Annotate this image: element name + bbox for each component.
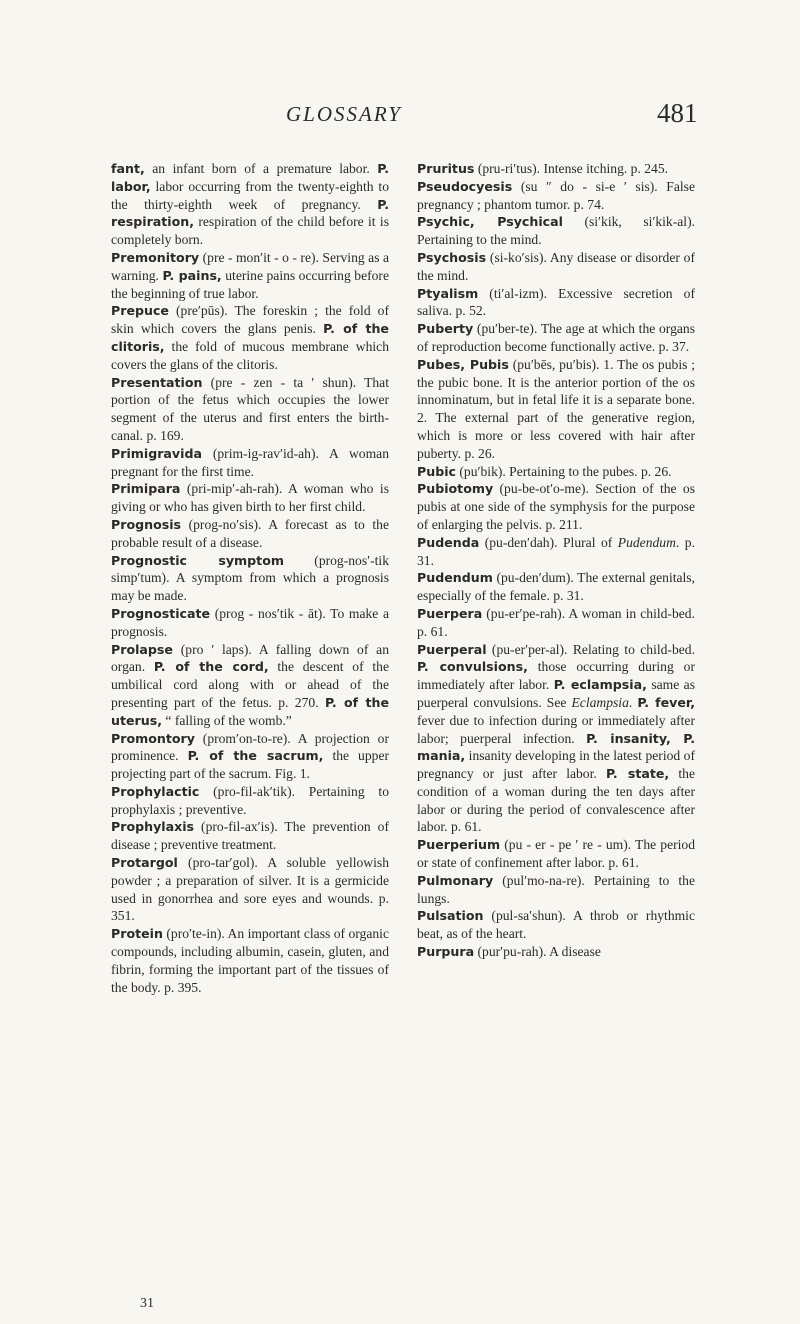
entry-term: Purpura — [417, 944, 475, 960]
definition-text: same as puerperal convulsions. See — [417, 677, 695, 710]
definition-text: (pro-fil-ak′tik). Pertaining to prophylaxis ; preventive. — [111, 783, 389, 817]
sub-term: P. insanity, P. mania, — [417, 730, 695, 764]
definition-text: (pu - er - pe ′ re - um). The period or state of confinement after labor. p. 61. — [417, 837, 695, 871]
sub-term: P. eclampsia, — [553, 677, 647, 693]
glossary-entry — [417, 213, 695, 249]
sub-term: P. of the uterus, — [111, 694, 389, 728]
glossary-entry — [111, 160, 389, 249]
glossary-entry — [417, 641, 695, 837]
glossary-entry — [417, 320, 695, 356]
definition-text: (pro-tar′gol). A soluble yellowish powder ; a preparation of silver. It is a germicide used in gonorrhea and sore eyes and wounds. p. 351. — [111, 855, 389, 924]
glossary-entry — [417, 569, 695, 605]
entry-term: Psychic, Psychical — [417, 214, 563, 230]
definition-text: fever due to infection during or immediately after labor; puerperal infection. — [417, 712, 695, 746]
definition-text: labor occurring from the twenty-eighth to the thirty-eighth week of pregnancy. — [111, 178, 389, 212]
definition-text: (prog-nos′-tik simp′tum). A symptom from which a prognosis may be made. — [111, 552, 389, 604]
glossary-entry — [111, 445, 389, 481]
entry-term: Pubic — [417, 463, 456, 479]
glossary-entry — [417, 943, 695, 961]
entry-term: Pulmonary — [417, 872, 494, 888]
entry-term: Prophylaxis — [111, 819, 195, 835]
entry-term: Puerperal — [417, 641, 487, 657]
entry-term: Prognosticate — [111, 605, 211, 621]
sub-term: P. labor, — [111, 161, 389, 194]
entry-term: Premonitory — [111, 249, 200, 265]
sub-term: P. of the cord, — [153, 659, 269, 675]
entry-term: Presentation — [111, 374, 203, 390]
entry-term: Prepuce — [111, 303, 169, 319]
definition-text: (pu′bēs, pu′bis). 1. The os pubis ; the pubic bone. It is the anterior portion of the os innominatum, but in fetal life it is a separate bone. 2. The external part of the generative region, which is more or less covered with hair after puberty. p. 26. — [417, 356, 695, 461]
page-number: 481 — [657, 98, 698, 128]
entry-term: Pudenda — [417, 534, 480, 550]
entry-term: Prolapse — [111, 641, 173, 657]
glossary-entry — [111, 374, 389, 445]
glossary-entry — [111, 854, 389, 925]
definition-text: (ti′al-izm). Excessive secretion of saliva. p. 52. — [417, 285, 695, 319]
entry-term: Protargol — [111, 855, 178, 871]
definition-text: those occurring during or immediately after labor. — [417, 659, 695, 693]
definition-text: (pro ′ laps). A falling down of an organ. — [111, 641, 389, 675]
definition-text: (pu-er′per-al). Relating to child-bed. — [486, 641, 695, 657]
glossary-entry — [417, 160, 695, 178]
definition-text: the fold of mucous membrane which covers the glans of the clitoris. — [111, 338, 389, 372]
glossary-entry — [111, 925, 389, 996]
sub-term: P. convulsions, — [417, 659, 528, 675]
definition-text: (pu-den′dum). The external genitals, especially of the female. p. 31. — [417, 570, 695, 604]
definition-text: (prom′on-to-re). A projection or prominence. — [111, 730, 389, 764]
italic-reference: Eclampsia — [571, 694, 629, 710]
entry-term: fant, — [111, 161, 145, 176]
definition-text: “ falling of the womb.” — [161, 712, 292, 728]
glossary-entry — [417, 480, 695, 533]
entry-term: Pudendum — [417, 570, 493, 586]
entry-term: Prophylactic — [111, 783, 200, 799]
glossary-entry — [417, 285, 695, 321]
definition-text: . — [628, 694, 638, 710]
definition-text: the condition of a woman during the ten days after labor or during the period of convalescence after labor. p. 61. — [417, 766, 695, 835]
entry-term: Protein — [111, 926, 163, 942]
definition-text: (pru-ri′tus). Intense itching. p. 245. — [474, 161, 669, 176]
definition-text: (prog-no′sis). A forecast as to the probable result of a disease. — [111, 516, 389, 550]
glossary-entry — [111, 783, 389, 819]
definition-text: (pre - mon′it - o - re). Serving as a warning. — [111, 249, 389, 283]
definition-text: (pro′te-in). An important class of organic compounds, including albumin, casein, gluten, and fibrin, forming the important part of the tissues of the body. p. 395. — [111, 926, 389, 995]
right-column — [417, 160, 695, 961]
glossary-entry — [111, 480, 389, 516]
entry-term: Promontory — [111, 730, 195, 746]
definition-text: an infant born of a premature labor. — [144, 161, 378, 176]
glossary-entry — [417, 178, 695, 214]
definition-text: (pul-sa′shun). A throb or rhythmic beat, as of the heart. — [417, 908, 695, 942]
entry-term: Primipara — [111, 481, 181, 497]
definition-text: (pul′mo-na-re). Pertaining to the lungs. — [417, 872, 695, 906]
glossary-entry — [111, 605, 389, 641]
definition-text: (su ″ do - si-e ′ sis). False pregnancy ; phantom tumor. p. 74. — [417, 178, 695, 212]
definition-text: (prim-ig-rav′id-ah). A woman pregnant for the first time. — [111, 445, 389, 479]
sub-term: P. respiration, — [111, 196, 389, 230]
entry-term: Puerpera — [417, 605, 483, 621]
entry-term: Pubiotomy — [417, 481, 494, 497]
sub-term: P. fever, — [637, 694, 696, 710]
signature-mark: 31 — [140, 1296, 154, 1311]
definition-text: (pu′bik). Pertaining to the pubes. p. 26. — [456, 463, 672, 479]
page-header — [0, 98, 800, 138]
sub-term: P. pains, — [162, 267, 222, 283]
sub-term: P. of the sacrum, — [187, 748, 324, 764]
definition-text: (pu-er′pe-rah). A woman in child-bed. p. 61. — [417, 605, 695, 639]
glossary-entry — [417, 249, 695, 285]
definition-text: (pre - zen - ta ′ shun). That portion of the fetus which occupies the lower segment of the uterus and first enters the birth-canal. p. 169. — [111, 374, 389, 443]
glossary-entry — [417, 907, 695, 943]
definition-text: the descent of the umbilical cord along with or ahead of the presenting part of the fetus. p. 270. — [111, 659, 389, 710]
entry-term: Psychosis — [417, 249, 487, 265]
glossary-entry — [111, 818, 389, 854]
definition-text: (si′kik, si′kik-al). Pertaining to the mind. — [417, 214, 695, 248]
entry-term: Primigravida — [111, 445, 202, 461]
sub-term: P. state, — [605, 766, 670, 782]
definition-text: (pur′pu-rah). A disease — [474, 944, 601, 960]
definition-text: (pri-mip′-ah-rah). A woman who is giving or who has given birth to her first child. — [111, 481, 389, 515]
glossary-entry — [417, 605, 695, 641]
glossary-entry — [111, 302, 389, 373]
glossary-entry — [111, 249, 389, 302]
entry-term: Pubes, Pubis — [417, 356, 509, 372]
entry-term: Pruritus — [417, 161, 475, 176]
glossary-entry — [417, 463, 695, 481]
definition-text: respiration of the child before it is completely born. — [111, 214, 389, 248]
glossary-entry — [417, 872, 695, 908]
entry-term: Prognosis — [111, 516, 182, 532]
definition-text: . p. 31. — [417, 534, 695, 568]
glossary-entry — [417, 534, 695, 570]
definition-text: insanity developing in the latest period of pregnancy or just after labor. — [417, 748, 695, 782]
glossary-entry — [111, 730, 389, 783]
definition-text: (prog - nos′tik - āt). To make a prognosis. — [111, 605, 389, 639]
entry-term: Ptyalism — [417, 285, 479, 301]
running-title: GLOSSARY — [286, 102, 402, 126]
glossary-entry — [111, 641, 389, 730]
definition-text: (pu-be-ot′o-me). Section of the os pubis at one side of the symphysis for the purpose of enlarging the pelvis. p. 211. — [417, 481, 695, 532]
definition-text: (pre′pūs). The foreskin ; the fold of skin which covers the glans penis. — [111, 303, 389, 337]
entry-term: Prognostic symptom — [111, 552, 284, 568]
glossary-entry — [111, 552, 389, 605]
definition-text: (pro-fil-ax′is). The prevention of disease ; preventive treatment. — [111, 819, 389, 853]
sub-term: P. of the clitoris, — [111, 321, 389, 354]
glossary-entry — [417, 356, 695, 463]
definition-text: the upper projecting part of the sacrum. Fig. 1. — [111, 748, 390, 782]
entry-term: Puberty — [417, 321, 474, 337]
entry-term: Pulsation — [417, 908, 484, 924]
entry-term: Pseudocyesis — [417, 178, 513, 194]
entry-term: Puerperium — [417, 837, 501, 853]
glossary-entry — [111, 516, 389, 552]
definition-text: (si-ko′sis). Any disease or disorder of the mind. — [417, 249, 695, 283]
italic-reference: Pudendum — [617, 534, 676, 550]
left-column — [111, 160, 389, 996]
definition-text: (pu′ber-te). The age at which the organs of reproduction become functionally active. p. 37. — [417, 321, 695, 354]
definition-text: (pu-den′dah). Plural of — [479, 534, 618, 550]
glossary-entry — [417, 836, 695, 872]
definition-text: uterine pains occurring before the beginning of true labor. — [111, 267, 389, 301]
